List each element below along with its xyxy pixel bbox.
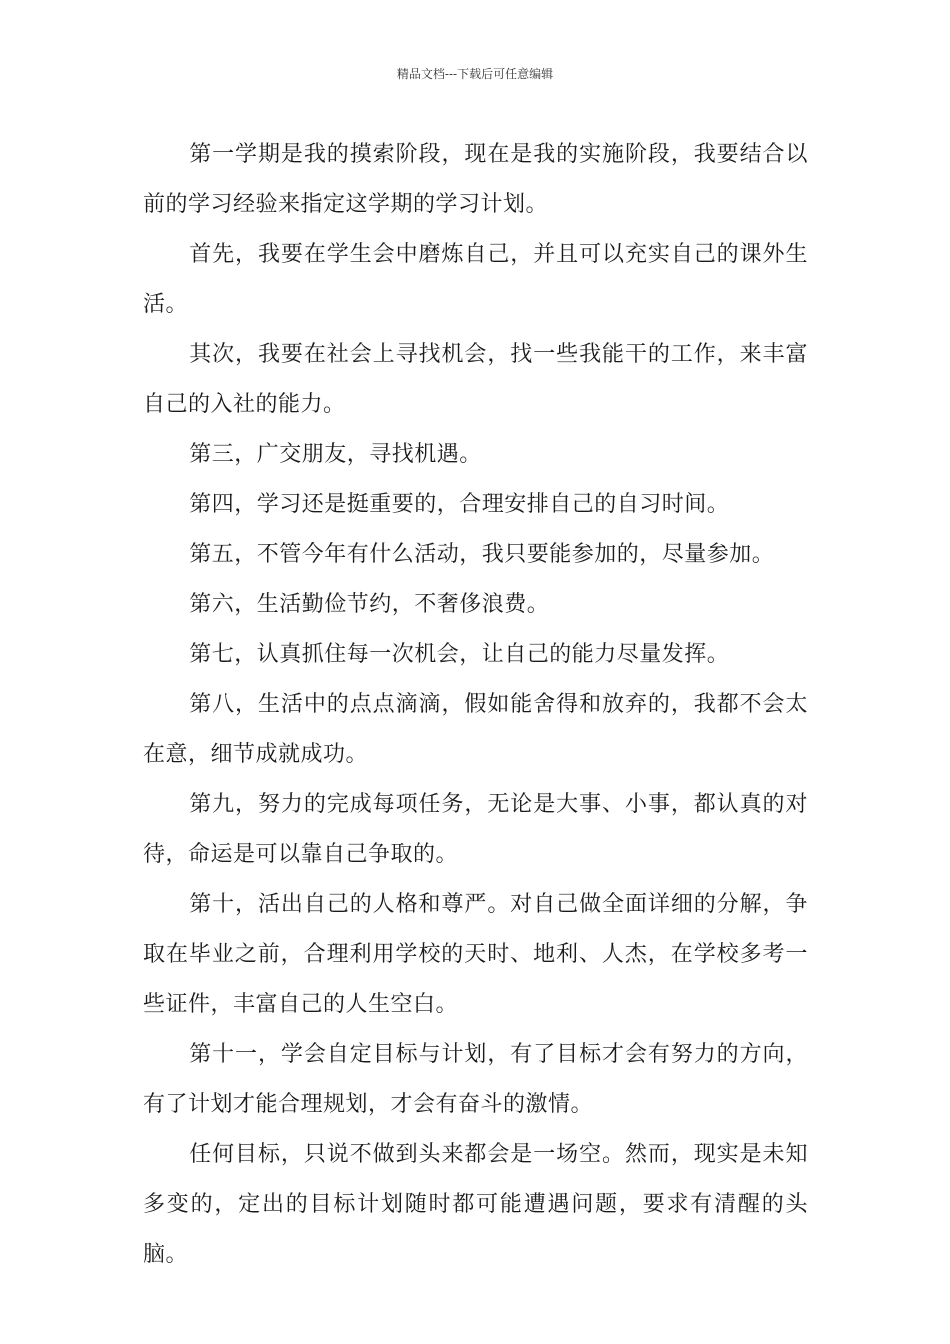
paragraph: 其次，我要在社会上寻找机会，找一些我能干的工作，来丰富自己的入社的能力。 (143, 342, 808, 417)
paragraph: 第四，学习还是挺重要的，合理安排自己的自习时间。 (189, 492, 730, 517)
paragraph: 第八，生活中的点点滴滴，假如能舍得和放弃的，我都不会太在意，细节成就成功。 (143, 692, 808, 767)
paragraph: 第七，认真抓住每一次机会，让自己的能力尽量发挥。 (189, 642, 730, 667)
document-body (143, 130, 808, 1280)
paragraph: 第十，活出自己的人格和尊严。对自己做全面详细的分解，争取在毕业之前，合理利用学校的天时、地利、人杰，在学校多考一些证件，丰富自己的人生空白。 (143, 892, 808, 1017)
paragraph: 第三，广交朋友，寻找机遇。 (189, 442, 482, 467)
paragraph: 任何目标，只说不做到头来都会是一场空。然而，现实是未知多变的，定出的目标计划随时都可能遭遇问题，要求有清醒的头脑。 (143, 1142, 808, 1267)
paragraph: 第十一，学会自定目标与计划，有了目标才会有努力的方向，有了计划才能合理规划，才会有奋斗的激情。 (143, 1042, 808, 1117)
paragraph: 第六，生活勤俭节约，不奢侈浪费。 (189, 592, 550, 617)
paragraph: 第九，努力的完成每项任务，无论是大事、小事，都认真的对待，命运是可以靠自己争取的。 (143, 792, 808, 867)
paragraph: 第一学期是我的摸索阶段，现在是我的实施阶段，我要结合以前的学习经验来指定这学期的学习计划。 (143, 142, 808, 217)
paragraph: 第五，不管今年有什么活动，我只要能参加的，尽量参加。 (189, 542, 775, 567)
paragraph: 首先，我要在学生会中磨炼自己，并且可以充实自己的课外生活。 (143, 242, 808, 317)
page-header: 精品文档---下载后可任意编辑 (396, 67, 554, 81)
